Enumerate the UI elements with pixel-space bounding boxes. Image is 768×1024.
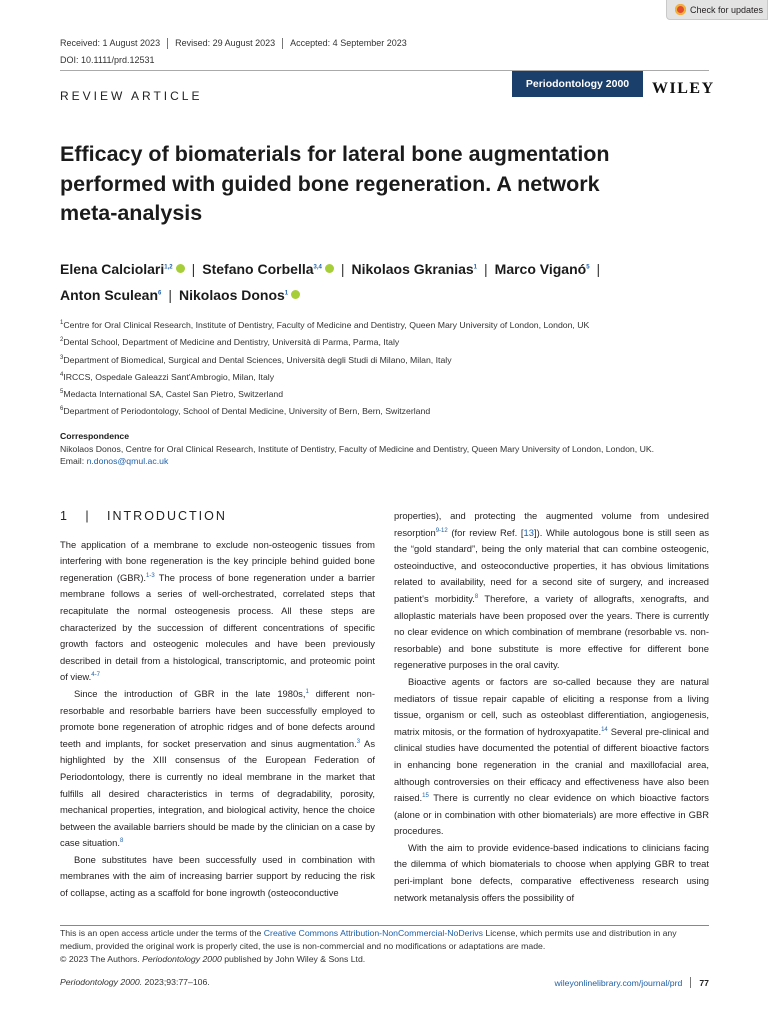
citation-link[interactable]: 4-7 (91, 672, 100, 679)
check-for-updates-button[interactable] (666, 0, 768, 20)
correspondence-heading: Correspondence (60, 431, 130, 441)
revised-date: Revised: 29 August 2023 (168, 38, 283, 49)
author-name[interactable]: Marco Viganó$^5$ (494, 261, 590, 277)
journal-badge[interactable]: Periodontology 2000 (512, 71, 643, 97)
author-name[interactable]: Nikolaos Donos$^1$ (179, 287, 289, 303)
orcid-icon[interactable] (176, 264, 185, 273)
article-dates (60, 38, 414, 49)
article-title: Efficacy of biomaterials for lateral bone augmentation performed with guided bone regeneration. A network meta-analysis (60, 142, 610, 225)
article-type: REVIEW ARTICLE (60, 89, 203, 103)
paragraph: Bioactive agents or factors are so-called because they are natural mediators of tissue repair capable of eliciting a response from a living tissue, organism or cell, such as osteoblast differentiation, angiogenesis, matrix mitosis, or the formation of hydroxyapatite.$^{14}$ Several pre-clinical and clinical studies have documented the potential of different bioactive factors in enhancing bone regeneration in the cranial and maxillofacial area, although controversies on their efficacy and effectiveness have also been raised.$^{15}$ There is currently no clear evidence on which bioactive factors (alone or in combination with other biomaterials) are more effective in GBR procedures. (394, 675, 709, 837)
affiliation: $^6$Department of Periodontology, School of Dental Medicine, University of Bern, Bern, Switzerland (60, 406, 431, 417)
email-link[interactable]: n.donos@qmul.ac.uk (86, 456, 169, 466)
citation-link[interactable]: 8 (474, 593, 479, 600)
check-for-updates-label: Check for updates (690, 4, 764, 15)
footer-divider (60, 925, 709, 926)
paragraph: Bone substitutes have been successfully used in combination with membranes with the aim of increasing barrier support by reducing the risk of collapse, acting as a scaffold for bone ingrowth (osteoconductive (60, 853, 375, 899)
citation: Periodontology 2000. 2023;93:77–106. (60, 977, 210, 987)
affiliation: $^3$Department of Biomedical, Surgical and Dental Sciences, Università degli Studi di Milano, Milan, Italy (60, 354, 452, 365)
citation-link[interactable]: 15 (422, 792, 429, 799)
citation-link[interactable]: 13 (523, 526, 534, 538)
correspondence-text: Nikolaos Donos, Centre for Oral Clinical Research, Institute of Dentistry, Faculty of Medicine and Dentistry, Queen Mary University of London, London, UK. (60, 443, 655, 454)
doi: DOI: 10.1111/prd.12531 (60, 55, 155, 65)
paragraph: properties), and protecting the augmented volume from undesired resorption$^{9-12}$ (for review Ref. [13]). While autologous bone is still seen as the “gold standard”, being the only material that can combine osteogenic, osteoinductive, and osteoconductive properties, it has obvious limitations related to availability, need for a second site of surgery, and increased patient's morbidity.$^8$ Therefore, a variety of allografts, xenografts, and alloplastic materials have been proposed over the years. There is currently no clear evidence on which combination of membrane (resorbable vs. non-resorbable) and bone substitute is more effective for different bone regenerative purposes in the oral cavity. (394, 510, 710, 671)
affiliation: $^2$Dental School, Department of Medicine and Dentistry, Università di Parma, Parma, Italy (60, 337, 400, 348)
author-name[interactable]: Elena Calciolari$^{1,2}$ (60, 261, 173, 277)
orcid-icon[interactable] (291, 290, 300, 299)
accepted-date: Accepted: 4 September 2023 (290, 38, 407, 48)
affiliation: $^4$IRCCS, Ospedale Galeazzi Sant'Ambrogio, Milan, Italy (60, 371, 275, 382)
license-link[interactable]: Creative Commons Attribution-NonCommercial-NoDerivs (263, 928, 483, 938)
affiliation: $^1$Centre for Oral Clinical Research, Institute of Dentistry, Faculty of Medicine and Dentistry, Queen Mary University of London, London, UK (60, 320, 590, 330)
citation-link[interactable]: 8 (119, 838, 124, 845)
publisher-logo: WILEY (652, 80, 715, 97)
affiliation: $^5$Medacta International SA, Castel San Pietro, Switzerland (60, 389, 284, 400)
body-column-left (60, 508, 375, 902)
correspondence (60, 430, 710, 468)
author-name[interactable]: Stefano Corbella$^{3,4}$ (202, 261, 322, 277)
affiliations (60, 317, 710, 421)
journal-url-link[interactable]: wileyonlinelibrary.com/journal/prd (554, 977, 683, 988)
crossmark-icon (675, 4, 686, 15)
body-column-right (394, 508, 709, 906)
citation-link[interactable]: 3 (356, 738, 361, 745)
citation-link[interactable]: 1-3 (146, 572, 155, 579)
page-footer (60, 977, 709, 987)
author-name[interactable]: Nikolaos Gkranias$^1$ (351, 261, 478, 277)
citation-link[interactable]: 1 (305, 688, 309, 695)
paragraph: Since the introduction of GBR in the late 1980s,$^1$ different non-resorbable and resorbable barriers have been successfully employed to promote bone regeneration of atrophic ridges and of bone defects around teeth and implants, for socket preservation and sinus augmentation.$^3$ As highlighted by the XIII consensus of the European Federation of Periodontology, there is currently no ideal membrane in the market that fulfills all desired characteristics in terms of degradability, porosity, mechanical properties, integration, and biological activity, hence the choice between the available barriers should be made by the clinician on a case by case situation.$^8$ (60, 687, 376, 849)
author-list: Elena Calciolari$^{1,2}$ | Stefano Corbella$^{3,4}$ | Nikolaos Gkranias$^1$ | Marco Viganó$^5$ | Anton Sculean$^6$ | Nikolaos Donos$^1$ (60, 261, 601, 303)
citation-link[interactable]: 14 (601, 726, 608, 733)
page-number: 77 (699, 977, 709, 988)
citation-link[interactable]: 9-12 (435, 527, 448, 534)
orcid-icon[interactable] (325, 264, 334, 273)
license-notice: This is an open access article under the terms of the Creative Commons Attribution-NonCommercial-NoDerivs License, which permits use and distribution in any medium, provided the original work is properly cited, the use is non-commercial and no modifications or adaptations are made. © 2023 The Authors. Periodontology 2000 published by John Wiley & Sons Ltd. (60, 928, 677, 964)
section-heading: 1 | INTRODUCTION (60, 509, 227, 523)
footer-separator (690, 977, 691, 988)
author-name[interactable]: Anton Sculean$^6$ (60, 287, 162, 303)
email-label: Email: (60, 456, 85, 466)
paragraph: With the aim to provide evidence-based indications to clinicians facing the dilemma of which biomaterials to choose when applying GBR to treat peri-implant bone defects, comparative effectiveness research using network metanalysis offers the possibility of (394, 841, 709, 903)
paragraph: The application of a membrane to exclude non-osteogenic tissues from interfering with bone regeneration is the key principle behind guided bone regeneration (GBR).$^{1-3}$ The process of bone regeneration under a barrier membrane follows a series of well-orchestrated, correlated steps that recapitulate the normal osteogenesis process. All these steps are characterized by the succession of different concentrations of specific growth factors and osteogenic molecules and have been previously described in detail from a histological, transcriptomic, and proteomic point of view.$^{4-7}$ (60, 538, 375, 683)
received-date: Received: 1 August 2023 (60, 38, 168, 49)
